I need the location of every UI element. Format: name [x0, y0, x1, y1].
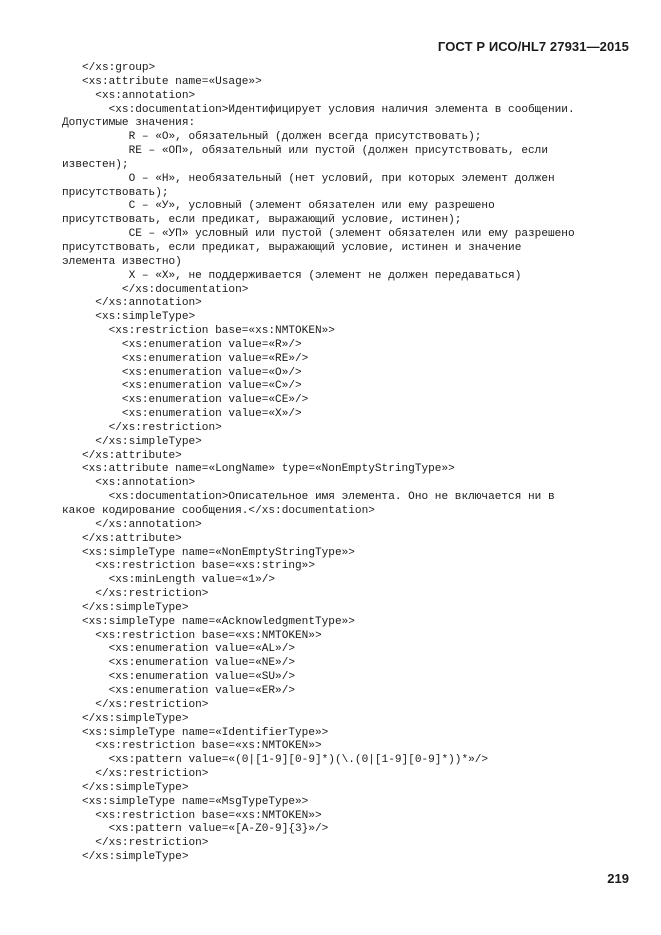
code-line: </xs:annotation> [62, 518, 202, 531]
code-line: <xs:documentation>Идентифицирует условия наличия элемента в сообщении. [62, 103, 575, 116]
code-line: <xs:enumeration value=«X»/> [62, 408, 302, 421]
code-line: <xs:enumeration value=«SU»/> [62, 671, 296, 684]
code-line: <xs:attribute name=«Usage»> [62, 75, 262, 88]
code-line: <xs:enumeration value=«R»/> [62, 338, 302, 351]
code-line: <xs:simpleType> [62, 311, 196, 324]
code-line: <xs:attribute name=«LongName» type=«NonEmptyStringType»> [62, 463, 455, 476]
code-line: </xs:attribute> [62, 449, 182, 462]
code-line: </xs:restriction> [62, 421, 222, 434]
code-line: <xs:restriction base=«xs:string»> [62, 560, 315, 573]
code-line: <xs:simpleType name=«MsgTypeType»> [62, 795, 309, 808]
code-line: <xs:restriction base=«xs:NMTOKEN»> [62, 325, 335, 338]
code-line: </xs:documentation> [62, 283, 249, 296]
code-line: </xs:simpleType> [62, 781, 189, 794]
code-line: <xs:pattern value=«(0|[1-9][0-9]*)(\.(0|[1-9][0-9]*))*»/> [62, 754, 489, 767]
code-line: присутствовать, если предикат, выражающий условие, истинен); [62, 214, 462, 227]
code-line: RE – «ОП», обязательный или пустой (должен присутствовать, если [62, 145, 548, 158]
code-line: <xs:simpleType name=«AcknowledgmentType»> [62, 615, 355, 628]
code-line: присутствовать, если предикат, выражающий условие, истинен и значение [62, 241, 522, 254]
code-line: </xs:simpleType> [62, 712, 189, 725]
code-line: <xs:minLength value=«1»/> [62, 574, 276, 587]
code-line: <xs:enumeration value=«NE»/> [62, 657, 296, 670]
standard-header: ГОСТ Р ИСО/HL7 27931—2015 [437, 39, 629, 54]
code-line: </xs:simpleType> [62, 435, 202, 448]
code-line: </xs:restriction> [62, 768, 209, 781]
code-line: <xs:enumeration value=«AL»/> [62, 643, 296, 656]
code-line: </xs:annotation> [62, 297, 202, 310]
code-line: C – «У», условный (элемент обязателен или ему разрешено [62, 200, 495, 213]
code-line: <xs:simpleType name=«NonEmptyStringType»> [62, 546, 355, 559]
code-line: <xs:restriction base=«xs:NMTOKEN»> [62, 809, 322, 822]
code-line: <xs:restriction base=«xs:NMTOKEN»> [62, 740, 322, 753]
code-line: <xs:enumeration value=«O»/> [62, 366, 302, 379]
code-line: <xs:enumeration value=«C»/> [62, 380, 302, 393]
code-line: Допустимые значения: [62, 117, 196, 130]
code-line: </xs:simpleType> [62, 851, 189, 864]
code-line: <xs:simpleType name=«IdentifierType»> [62, 726, 329, 739]
code-line: R – «О», обязательный (должен всегда присутствовать); [62, 131, 482, 144]
code-line: </xs:attribute> [62, 532, 182, 545]
code-line: присутствовать); [62, 186, 169, 199]
code-line: элемента известно) [62, 255, 182, 268]
code-line: </xs:restriction> [62, 837, 209, 850]
code-line: </xs:simpleType> [62, 601, 189, 614]
code-line: </xs:group> [62, 62, 156, 74]
code-line: X – «Х», не поддерживается (элемент не должен передаваться) [62, 269, 522, 282]
code-line: известен); [62, 158, 129, 171]
code-line: <xs:restriction base=«xs:NMTOKEN»> [62, 629, 322, 642]
code-line: <xs:annotation> [62, 477, 196, 490]
code-line: <xs:annotation> [62, 89, 196, 102]
code-line: </xs:restriction> [62, 698, 209, 711]
code-line: <xs:documentation>Описательное имя элемента. Оно не включается ни в [62, 491, 555, 504]
xml-code-listing [62, 62, 632, 865]
code-line: </xs:restriction> [62, 588, 209, 601]
code-line: O – «Н», необязательный (нет условий, при которых элемент должен [62, 172, 555, 185]
code-line: <xs:enumeration value=«CE»/> [62, 394, 309, 407]
code-line: CE – «УП» условный или пустой (элемент обязателен или ему разрешено [62, 228, 575, 241]
code-line: <xs:enumeration value=«ER»/> [62, 684, 296, 697]
page-number: 219 [607, 871, 629, 886]
code-line: <xs:enumeration value=«RE»/> [62, 352, 309, 365]
code-line: какое кодирование сообщения.</xs:documentation> [62, 505, 375, 517]
code-line: <xs:pattern value=«[A-Z0-9]{3}»/> [62, 823, 329, 836]
